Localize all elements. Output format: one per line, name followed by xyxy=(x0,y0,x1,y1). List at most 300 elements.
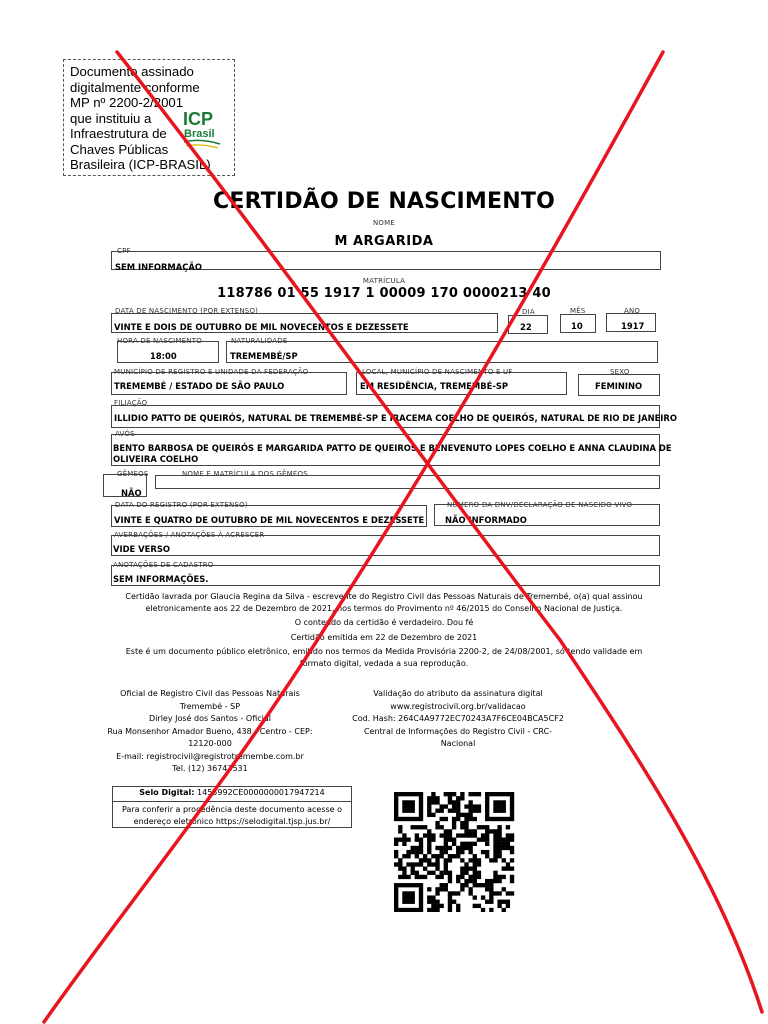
qr-module xyxy=(427,796,431,800)
qr-module xyxy=(431,895,435,899)
local-value: EM RESIDÊNCIA, TREMEMBÉ-SP xyxy=(360,381,508,391)
qr-module xyxy=(481,838,485,842)
qr-module xyxy=(394,813,398,817)
qr-module xyxy=(477,838,481,842)
qr-module xyxy=(464,883,468,887)
qr-module xyxy=(485,879,489,883)
averbacoes-label: AVERBAÇÕES / ANOTAÇÕES À ACRESCER xyxy=(114,531,265,539)
qr-module xyxy=(402,866,406,870)
naturalidade-label: NATURALIDADE xyxy=(231,337,288,345)
qr-module xyxy=(431,796,435,800)
qr-module xyxy=(444,838,448,842)
qr-module xyxy=(477,792,481,796)
averbacoes-value: VIDE VERSO xyxy=(113,544,170,554)
qr-module xyxy=(411,883,415,887)
qr-module xyxy=(460,871,464,875)
qr-module xyxy=(419,887,423,891)
qr-module xyxy=(502,800,506,804)
qr-module xyxy=(444,846,448,850)
qr-module xyxy=(423,825,427,829)
qr-module xyxy=(394,842,398,846)
qr-module xyxy=(485,838,489,842)
qr-module xyxy=(419,817,423,821)
qr-module xyxy=(493,891,497,895)
qr-module xyxy=(423,854,427,858)
qr-module xyxy=(402,875,406,879)
qr-module xyxy=(460,825,464,829)
qr-module xyxy=(493,858,497,862)
qr-module xyxy=(468,858,472,862)
qr-module xyxy=(502,817,506,821)
qr-module xyxy=(456,850,460,854)
qr-module xyxy=(406,850,410,854)
qr-module xyxy=(440,854,444,858)
qr-module xyxy=(402,895,406,899)
qr-module xyxy=(493,871,497,875)
data-nascimento-label: DATA DE NASCIMENTO (POR EXTENSO) xyxy=(115,307,259,315)
qr-module xyxy=(402,854,406,858)
qr-module xyxy=(456,833,460,837)
qr-module xyxy=(419,838,423,842)
qr-module xyxy=(452,825,456,829)
qr-module xyxy=(510,833,514,837)
qr-module xyxy=(411,817,415,821)
qr-module xyxy=(415,792,419,796)
qr-module xyxy=(468,809,472,813)
qr-module xyxy=(485,796,489,800)
qr-module xyxy=(402,833,406,837)
qr-module xyxy=(444,858,448,862)
sexo-value: FEMININO xyxy=(595,381,643,391)
qr-module xyxy=(394,850,398,854)
qr-module xyxy=(497,829,501,833)
qr-module xyxy=(427,900,431,904)
qr-module xyxy=(448,879,452,883)
qr-module xyxy=(510,879,514,883)
qr-module xyxy=(394,887,398,891)
qr-module xyxy=(419,858,423,862)
qr-module xyxy=(456,813,460,817)
qr-module xyxy=(448,846,452,850)
qr-module xyxy=(456,846,460,850)
qr-module xyxy=(468,850,472,854)
qr-module xyxy=(477,825,481,829)
qr-module xyxy=(444,871,448,875)
qr-module xyxy=(419,895,423,899)
qr-module xyxy=(497,838,501,842)
qr-module xyxy=(419,804,423,808)
qr-module xyxy=(506,862,510,866)
qr-module xyxy=(406,883,410,887)
dnv-label: NÚMERO DA DNV/DECLARAÇÃO DE NASCIDO VIVO xyxy=(447,501,633,509)
qr-module xyxy=(477,804,481,808)
qr-module xyxy=(415,817,419,821)
qr-module xyxy=(510,817,514,821)
dia-label: DIA xyxy=(522,308,535,316)
qr-module xyxy=(497,879,501,883)
qr-module xyxy=(415,838,419,842)
qr-module xyxy=(506,833,510,837)
qr-module xyxy=(510,796,514,800)
qr-module xyxy=(485,854,489,858)
qr-module xyxy=(394,900,398,904)
qr-module xyxy=(398,883,402,887)
qr-module xyxy=(448,792,452,796)
qr-module xyxy=(440,904,444,908)
qr-module xyxy=(415,833,419,837)
cadastro-label: ANOTAÇÕES DE CADASTRO xyxy=(113,561,214,569)
qr-module xyxy=(394,809,398,813)
qr-module xyxy=(460,846,464,850)
qr-module xyxy=(398,792,402,796)
qr-module xyxy=(427,842,431,846)
qr-module xyxy=(456,809,460,813)
qr-module xyxy=(406,862,410,866)
selo-digital: Selo Digital: 1455992CE0000000017947214 Para conferir a procedência deste documento acesse o endereço eletrônico https://selodigital.tjsp.jus.br/ xyxy=(112,787,352,828)
qr-module xyxy=(506,904,510,908)
qr-module xyxy=(423,858,427,862)
qr-module xyxy=(402,908,406,912)
qr-module xyxy=(464,821,468,825)
qr-module xyxy=(497,825,501,829)
qr-module xyxy=(444,862,448,866)
qr-module xyxy=(402,792,406,796)
qr-module xyxy=(502,908,506,912)
qr-module xyxy=(502,866,506,870)
qr-module xyxy=(502,858,506,862)
qr-module xyxy=(481,895,485,899)
qr-module xyxy=(440,809,444,813)
qr-module xyxy=(427,829,431,833)
qr-module xyxy=(435,854,439,858)
qr-module xyxy=(506,846,510,850)
qr-module xyxy=(435,904,439,908)
qr-module xyxy=(510,800,514,804)
qr-module xyxy=(435,875,439,879)
qr-module xyxy=(497,842,501,846)
qr-module xyxy=(468,879,472,883)
qr-module xyxy=(452,817,456,821)
qr-module xyxy=(460,833,464,837)
qr-module xyxy=(427,800,431,804)
qr-module xyxy=(448,891,452,895)
qr-module xyxy=(464,879,468,883)
qr-module xyxy=(468,846,472,850)
qr-module xyxy=(493,854,497,858)
nome-label: NOME xyxy=(372,219,395,227)
qr-module xyxy=(427,887,431,891)
qr-module xyxy=(485,829,489,833)
qr-module xyxy=(415,825,419,829)
qr-module xyxy=(423,875,427,879)
qr-module xyxy=(502,838,506,842)
qr-module xyxy=(502,809,506,813)
qr-module xyxy=(427,871,431,875)
qr-module xyxy=(402,891,406,895)
qr-module xyxy=(477,904,481,908)
qr-module xyxy=(448,854,452,858)
qr-module xyxy=(398,908,402,912)
qr-module xyxy=(510,891,514,895)
qr-module xyxy=(435,821,439,825)
qr-module xyxy=(502,875,506,879)
qr-module xyxy=(411,862,415,866)
qr-module xyxy=(431,838,435,842)
qr-module xyxy=(448,800,452,804)
qr-module xyxy=(489,792,493,796)
qr-module xyxy=(477,875,481,879)
stamp-text: Documento assinado digitalmente conforme MP nº 2200-2/2001 que instituiu a Infraestrutura de Chaves Públicas Brasileira (ICP-BRASIL) xyxy=(70,64,211,172)
qr-module xyxy=(394,908,398,912)
gemeos-nome-label: NOME E MATRÍCULA DOS GÊMEOS xyxy=(182,470,308,478)
qr-module xyxy=(468,875,472,879)
qr-module xyxy=(497,854,501,858)
qr-module xyxy=(477,871,481,875)
qr-module xyxy=(456,879,460,883)
qr-module xyxy=(497,817,501,821)
qr-module xyxy=(485,883,489,887)
qr-module xyxy=(411,895,415,899)
qr-module xyxy=(435,858,439,862)
qr-module xyxy=(444,829,448,833)
qr-module xyxy=(419,904,423,908)
validacao-info: Validação do atributo da assinatura digital www.registrocivil.org.br/validacao Cod. Hash: 264C4A9772EC70243A7F6CE04BCA5CF2 Central de Informações do Registro Civil - CRC- Nacional xyxy=(352,689,564,748)
qr-module xyxy=(506,900,510,904)
qr-module xyxy=(411,908,415,912)
qr-module xyxy=(448,895,452,899)
qr-module xyxy=(473,904,477,908)
qr-module xyxy=(489,895,493,899)
qr-module xyxy=(398,862,402,866)
qr-module xyxy=(394,862,398,866)
ano-value: 1917 xyxy=(621,321,645,331)
qr-module xyxy=(431,833,435,837)
qr-module xyxy=(473,792,477,796)
cadastro-value: SEM INFORMAÇÕES. xyxy=(113,574,209,584)
qr-module xyxy=(497,900,501,904)
qr-module xyxy=(444,817,448,821)
qr-module xyxy=(411,891,415,895)
matricula-label: MATRÍCULA xyxy=(362,277,406,285)
qr-module xyxy=(493,800,497,804)
qr-module xyxy=(394,891,398,895)
dnv-value: NÃO INFORMADO xyxy=(445,515,527,525)
qr-module xyxy=(456,854,460,858)
qr-module xyxy=(468,866,472,870)
qr-module xyxy=(497,833,501,837)
qr-module xyxy=(406,854,410,858)
qr-module xyxy=(406,891,410,895)
qr-module xyxy=(406,875,410,879)
qr-module xyxy=(468,829,472,833)
qr-module xyxy=(448,875,452,879)
qr-module xyxy=(477,883,481,887)
data-nascimento-value: VINTE E DOIS DE OUTUBRO DE MIL NOVECENTOS E DEZESSETE xyxy=(114,322,409,332)
qr-module xyxy=(440,875,444,879)
qr-module xyxy=(398,825,402,829)
qr-module xyxy=(493,850,497,854)
qr-module xyxy=(489,817,493,821)
qr-module xyxy=(485,800,489,804)
qr-module xyxy=(485,825,489,829)
qr-module xyxy=(444,850,448,854)
qr-module xyxy=(502,804,506,808)
qr-module xyxy=(460,842,464,846)
qr-module xyxy=(419,825,423,829)
qr-module xyxy=(435,796,439,800)
page-title: CERTIDÃO DE NASCIMENTO xyxy=(213,189,555,214)
qr-module xyxy=(431,862,435,866)
qr-module xyxy=(402,838,406,842)
qr-module xyxy=(473,817,477,821)
gemeos-label: GÊMEOS xyxy=(117,470,149,478)
municipio-label: MUNICÍPIO DE REGISTRO E UNIDADE DA FEDERAÇÃO xyxy=(114,368,309,376)
qr-module xyxy=(510,809,514,813)
qr-module xyxy=(411,871,415,875)
qr-module xyxy=(506,792,510,796)
qr-module xyxy=(456,804,460,808)
qr-module xyxy=(489,908,493,912)
qr-module xyxy=(431,854,435,858)
qr-module xyxy=(406,838,410,842)
qr-module xyxy=(419,842,423,846)
qr-module xyxy=(502,792,506,796)
qr-module xyxy=(452,842,456,846)
qr-module xyxy=(411,809,415,813)
qr-module xyxy=(493,879,497,883)
qr-module xyxy=(452,800,456,804)
qr-module xyxy=(419,796,423,800)
local-label: LOCAL, MUNICÍPIO DE NASCIMENTO E UF xyxy=(362,368,513,376)
qr-module xyxy=(452,809,456,813)
qr-module xyxy=(473,866,477,870)
qr-module xyxy=(485,842,489,846)
qr-module xyxy=(493,833,497,837)
qr-module xyxy=(402,900,406,904)
qr-module xyxy=(510,866,514,870)
qr-module xyxy=(485,792,489,796)
qr-module xyxy=(394,817,398,821)
qr-module xyxy=(444,866,448,870)
qr-module xyxy=(431,900,435,904)
qr-module xyxy=(435,825,439,829)
qr-module xyxy=(493,809,497,813)
qr-module xyxy=(431,908,435,912)
qr-module xyxy=(444,833,448,837)
qr-module xyxy=(411,804,415,808)
qr-module xyxy=(411,792,415,796)
qr-module xyxy=(502,900,506,904)
qr-module xyxy=(506,891,510,895)
qr-module xyxy=(502,887,506,891)
qr-module xyxy=(493,829,497,833)
qr-module xyxy=(452,838,456,842)
qr-module xyxy=(444,792,448,796)
qr-module xyxy=(493,846,497,850)
filiacao-value: ILLIDIO PATTO DE QUEIRÓS, NATURAL DE TREMEMBÉ-SP E IRACEMA COELHO DE QUEIRÓS, NATURAL DE RIO DE JANEIRO xyxy=(114,413,677,423)
qr-module xyxy=(485,813,489,817)
qr-module xyxy=(489,879,493,883)
qr-module xyxy=(489,883,493,887)
qr-module xyxy=(473,879,477,883)
avos-line1: BENTO BARBOSA DE QUEIRÓS E MARGARIDA PATTO DE QUEIROS E BENEVENUTO LOPES COELHO E ANNA CLAUDINA DE xyxy=(113,443,672,453)
data-registro-label: DATA DO REGISTRO (POR EXTENSO) xyxy=(115,501,248,509)
qr-module xyxy=(411,800,415,804)
qr-module xyxy=(431,813,435,817)
qr-module xyxy=(448,809,452,813)
qr-module xyxy=(394,854,398,858)
qr-module xyxy=(473,804,477,808)
qr-module xyxy=(473,833,477,837)
qr-module xyxy=(464,871,468,875)
qr-module xyxy=(473,809,477,813)
qr-module xyxy=(402,883,406,887)
qr-module xyxy=(440,825,444,829)
qr-module xyxy=(497,804,501,808)
qr-module xyxy=(427,838,431,842)
qr-module xyxy=(464,842,468,846)
nome-value: M ARGARIDA xyxy=(334,234,434,249)
qr-module xyxy=(398,829,402,833)
qr-module xyxy=(460,858,464,862)
qr-module xyxy=(468,887,472,891)
avos-label: AVÓS xyxy=(115,430,135,438)
qr-module xyxy=(448,908,452,912)
qr-module xyxy=(489,891,493,895)
ano-label: ANO xyxy=(624,307,641,315)
qr-module xyxy=(444,883,448,887)
hora-label: HORA DE NASCIMENTO xyxy=(117,337,202,345)
cpf-value: SEM INFORMAÇÃO xyxy=(115,262,202,272)
qr-module xyxy=(460,796,464,800)
certidao-text: Certidão lavrada por Glaucia Regina da Silva - escrevente do Registro Civil das Pessoas Naturais de Tremembé, o(a) qual assinou eletronicamente aos 22 de Dezembro de 2021, nos termos do Provimento nº 46/2015 do Conselho Nacional de Justiça. O conteúdo da certidão é verdadeiro. Dou fé Certidão emitida em 22 de Dezembro de 2021 Este é um documento público eletrônico, emitido nos termos da Medida Provisória 2200-2, de 24/08/2001, só tendo validade em formato digital, vedada a sua reprodução. xyxy=(125,592,643,668)
qr-module xyxy=(435,862,439,866)
qr-module xyxy=(427,833,431,837)
qr-module xyxy=(497,846,501,850)
qr-module xyxy=(394,895,398,899)
qr-module xyxy=(431,800,435,804)
qr-module xyxy=(473,854,477,858)
qr-module xyxy=(406,800,410,804)
qr-module xyxy=(398,817,402,821)
qr-module xyxy=(415,862,419,866)
qr-module xyxy=(427,858,431,862)
qr-module xyxy=(468,800,472,804)
qr-module xyxy=(464,817,468,821)
qr-module xyxy=(394,796,398,800)
qr-module xyxy=(460,875,464,879)
qr-module xyxy=(460,883,464,887)
qr-module xyxy=(402,842,406,846)
qr-module xyxy=(423,866,427,870)
municipio-value: TREMEMBÉ / ESTADO DE SÃO PAULO xyxy=(114,381,285,391)
qr-module xyxy=(402,809,406,813)
qr-module xyxy=(485,900,489,904)
qr-module xyxy=(452,821,456,825)
qr-module xyxy=(473,862,477,866)
gemeos-value: NÃO xyxy=(121,488,142,498)
qr-module xyxy=(435,908,439,912)
qr-module xyxy=(398,875,402,879)
qr-module xyxy=(497,850,501,854)
qr-module xyxy=(485,833,489,837)
qr-module xyxy=(406,895,410,899)
qr-module xyxy=(394,838,398,842)
qr-module xyxy=(402,817,406,821)
qr-module xyxy=(481,833,485,837)
qr-module xyxy=(398,866,402,870)
qr-module xyxy=(444,842,448,846)
